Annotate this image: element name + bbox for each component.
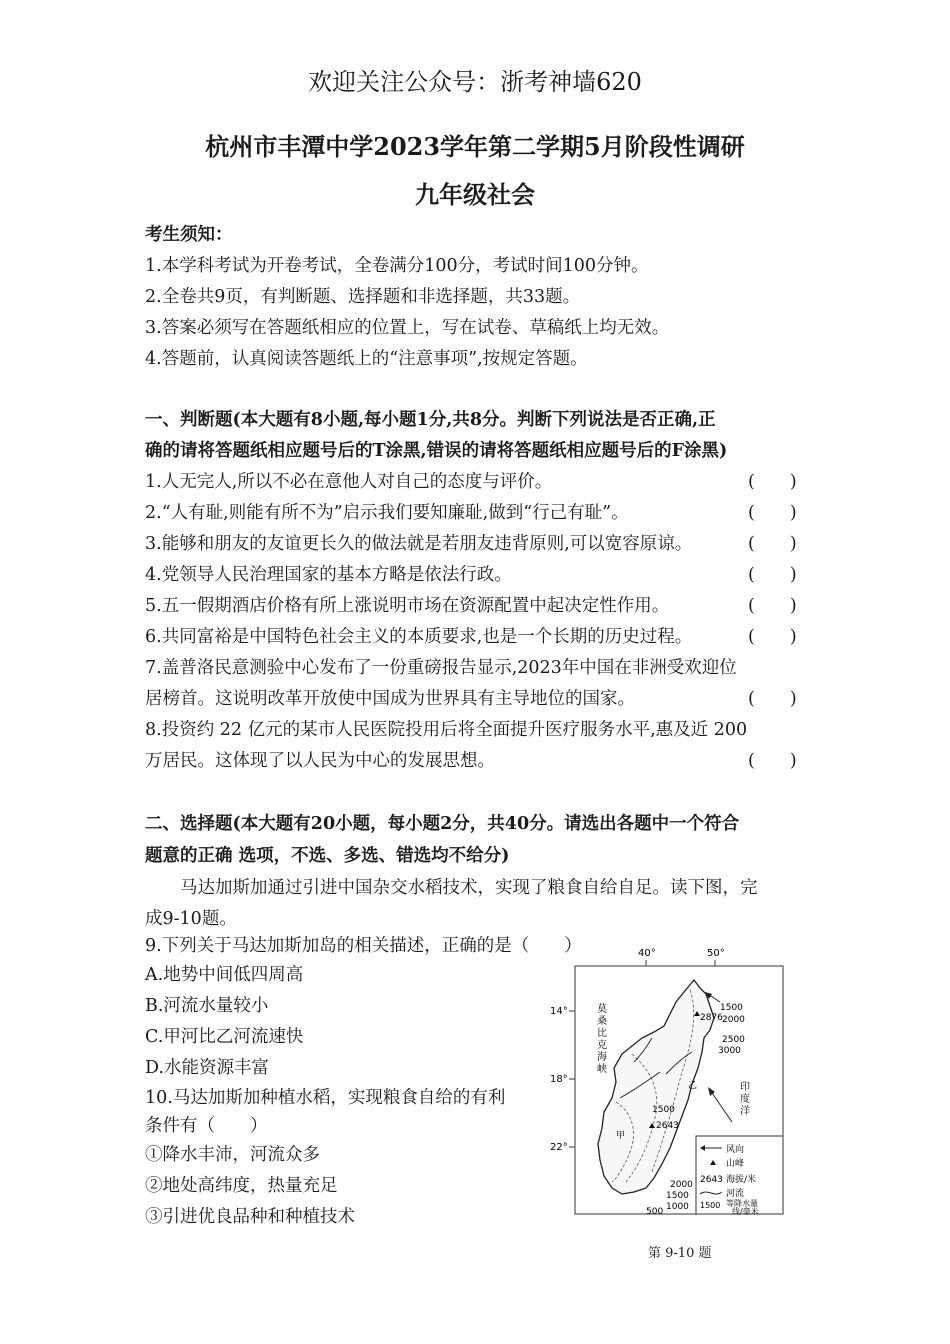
channel-char: 桑 [597, 1016, 607, 1027]
isohyet-value: 3000 [718, 1046, 741, 1056]
option-b: B.河流水量较小 [145, 996, 269, 1016]
wind-arrow-head [708, 1087, 715, 1096]
lat-label: 18° [550, 1074, 568, 1085]
judge-question-8: 8.投资约 22 亿元的某市人民医院投用后将全面提升医疗服务水平,惠及近 200 [145, 720, 748, 740]
judge-question-1: 1.人无完人,所以不必在意他人对自己的态度与评价。 [145, 472, 553, 492]
channel-char: 莫 [597, 1004, 607, 1015]
watermark: 欢迎关注公众号：浙考神墙620 [308, 68, 642, 96]
answer-paren: ( ) [748, 472, 797, 492]
option-d: D.水能资源丰富 [145, 1058, 269, 1078]
judge-question-7-cont: 居榜首。这说明改革开放使中国成为世界具有主导地位的国家。 [145, 689, 635, 709]
notice-item: 4.答题前，认真阅读答题纸上的“注意事项”,按规定答题。 [145, 349, 588, 369]
legend-label: 海拔/米 [726, 1175, 757, 1185]
section1-heading-cont: 确的请将答题纸相应题号后的T涂黑,错误的请将答题纸相应题号后的F涂黑) [145, 441, 728, 461]
peak-elevation: 2876 [700, 1013, 723, 1023]
isohyet-value: 1000 [666, 1202, 689, 1212]
judge-question-6: 6.共同富裕是中国特色社会主义的本质要求,也是一个长期的历史过程。 [145, 627, 693, 647]
legend-value: 2643 [700, 1175, 723, 1185]
channel-char: 海 [597, 1052, 607, 1063]
mc-question-10-cont: 条件有（ ） [145, 1116, 268, 1136]
peak-elevation: 2643 [656, 1121, 679, 1131]
legend-label: 等降水量 [726, 1199, 758, 1208]
mozambique-channel-label [597, 1002, 607, 1075]
answer-paren: ( ) [748, 627, 797, 647]
indian-ocean-label [740, 1080, 750, 1117]
lat-label: 14° [550, 1006, 568, 1017]
answer-paren: ( ) [748, 751, 797, 771]
isohyet-value: 2500 [722, 1035, 745, 1045]
figure-caption: 第 9-10 题 [648, 1246, 712, 1261]
ocean-char: 印 [740, 1082, 750, 1093]
option-a: A.地势中间低四周高 [145, 965, 304, 985]
isohyet-value: 1500 [652, 1105, 675, 1115]
condition-3: ③引进优良品种和种植技术 [145, 1207, 355, 1227]
condition-1: ①降水丰沛，河流众多 [145, 1145, 320, 1165]
lat-label: 22° [550, 1142, 568, 1153]
legend-label: 线/毫米 [732, 1207, 759, 1216]
notice-item: 1.本学科考试为开卷考试，全卷满分100分，考试时间100分钟。 [145, 256, 649, 276]
wind-arrow [710, 1090, 732, 1122]
isohyet-value: 2000 [670, 1180, 693, 1190]
judge-question-2: 2.“人有耻,则能有所不为”启示我们要知廉耻,做到“行己有耻”。 [145, 503, 629, 523]
judge-question-8-cont: 万居民。这体现了以人民为中心的发展思想。 [145, 751, 495, 771]
answer-paren: ( ) [748, 503, 797, 523]
channel-char: 克 [597, 1040, 607, 1051]
legend-label: 山峰 [726, 1159, 745, 1169]
notice-heading: 考生须知： [145, 225, 233, 245]
river-label: 甲 [616, 1131, 626, 1141]
lon-label: 40° [638, 948, 656, 959]
section2-heading: 二、选择题(本大题有20小题，每小题2分，共40分。请选出各题中一个符合 [145, 814, 740, 834]
legend-label: 河流 [726, 1189, 745, 1199]
isohyet-value: 1500 [666, 1191, 689, 1201]
mc-question-10: 10.马达加斯加种植水稻，实现粮食自给的有利 [145, 1088, 506, 1108]
answer-paren: ( ) [748, 689, 797, 709]
option-c: C.甲河比乙河流速快 [145, 1027, 304, 1047]
isohyet-value: 1500 [720, 1003, 743, 1013]
section1-heading: 一、判断题(本大题有8小题,每小题1分,共8分。判断下列说法是否正确,正 [145, 410, 716, 430]
judge-question-5: 5.五一假期酒店价格有所上涨说明市场在资源配置中起决定性作用。 [145, 596, 670, 616]
legend-value: 1500 [700, 1201, 721, 1210]
judge-question-3: 3.能够和朋友的友谊更长久的做法就是若朋友违背原则,可以宽容原谅。 [145, 534, 693, 554]
answer-paren: ( ) [748, 534, 797, 554]
notice-item: 3.答案必须写在答题纸相应的位置上，写在试卷、草稿纸上均无效。 [145, 318, 670, 338]
notice-item: 2.全卷共9页，有判断题、选择题和非选择题，共33题。 [145, 287, 581, 307]
exam-subtitle: 九年级社会 [415, 180, 535, 209]
answer-paren: ( ) [748, 596, 797, 616]
exam-title: 杭州市丰潭中学2023学年第二学期5月阶段性调研 [205, 132, 745, 161]
judge-question-4: 4.党领导人民治理国家的基本方略是依法行政。 [145, 565, 512, 585]
channel-char: 峡 [597, 1064, 607, 1075]
passage-intro: 马达加斯加通过引进中国杂交水稻技术，实现了粮食自给自足。读下图，完 [180, 878, 758, 898]
river-label: 乙 [688, 1081, 698, 1091]
ocean-char: 洋 [740, 1106, 750, 1117]
channel-char: 比 [597, 1028, 607, 1039]
condition-2: ②地处高纬度，热量充足 [145, 1176, 338, 1196]
section2-heading-cont: 题意的正确 选项，不选、多选、错选均不给分) [145, 846, 510, 866]
isohyet-value: 2000 [722, 1015, 745, 1025]
isohyet-value: 500 [646, 1207, 664, 1217]
passage-intro-cont: 成9-10题。 [145, 909, 237, 929]
legend-label: 风向 [726, 1145, 745, 1155]
answer-paren: ( ) [748, 565, 797, 585]
ocean-char: 度 [740, 1094, 750, 1105]
mc-question-9: 9.下列关于马达加斯加岛的相关描述，正确的是（ ） [145, 936, 582, 956]
judge-question-7: 7.盖普洛民意测验中心发布了一份重磅报告显示,2023年中国在非洲受欢迎位 [145, 658, 737, 678]
lon-label: 50° [707, 948, 725, 959]
madagascar-map [542, 942, 790, 1222]
